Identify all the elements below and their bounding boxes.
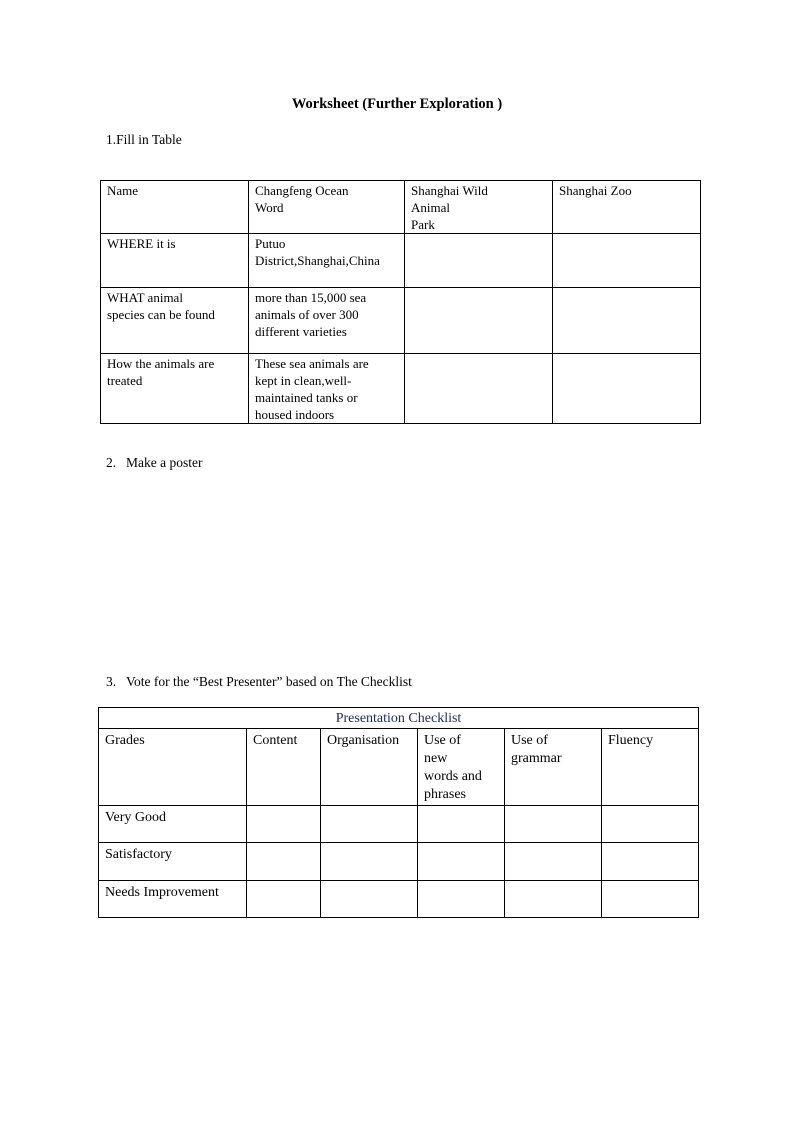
header-cell: Name: [101, 181, 249, 234]
fill-in-table: [100, 180, 701, 424]
poster-area[interactable]: [100, 480, 700, 660]
blank-answer-cell[interactable]: [405, 288, 553, 354]
checklist-caption: Presentation Checklist: [99, 708, 699, 729]
table-row: [101, 354, 701, 424]
presentation-checklist-table: [98, 707, 699, 918]
section-2-number: 2.: [106, 455, 117, 470]
header-cell: Changfeng Ocean Word: [249, 181, 405, 234]
grade-label-cell: Needs Improvement: [99, 881, 247, 918]
section-3-number: 3.: [106, 674, 117, 689]
vote-cell[interactable]: [505, 881, 602, 918]
header-cell: Shanghai Wild Animal Park: [405, 181, 553, 234]
blank-answer-cell[interactable]: [553, 288, 701, 354]
header-cell: Fluency: [602, 729, 699, 806]
row-label-cell: WHERE it is: [101, 234, 249, 288]
vote-cell[interactable]: [602, 806, 699, 843]
worksheet-title: Worksheet (Further Exploration ): [291, 96, 503, 112]
vote-cell[interactable]: [418, 806, 505, 843]
header-cell: Content: [247, 729, 321, 806]
table-row: [99, 843, 699, 881]
blank-answer-cell[interactable]: [405, 354, 553, 424]
row-label-cell: WHAT animal species can be found: [101, 288, 249, 354]
section-3-heading: Vote for the “Best Presenter” based on The Checklist: [126, 674, 412, 689]
grade-label-cell: Satisfactory: [99, 843, 247, 881]
vote-cell[interactable]: [247, 806, 321, 843]
vote-cell[interactable]: [505, 843, 602, 881]
table-row: [101, 288, 701, 354]
section-2-heading: Make a poster: [126, 455, 203, 470]
blank-answer-cell[interactable]: [553, 234, 701, 288]
checklist-header-row: [99, 729, 699, 806]
vote-cell[interactable]: [321, 843, 418, 881]
vote-cell[interactable]: [247, 881, 321, 918]
table-row: [99, 806, 699, 843]
vote-cell[interactable]: [602, 881, 699, 918]
vote-cell[interactable]: [418, 881, 505, 918]
blank-answer-cell[interactable]: [553, 354, 701, 424]
table-cell: These sea animals are kept in clean,well- maintained tanks or housed indoors: [249, 354, 405, 424]
vote-cell[interactable]: [321, 881, 418, 918]
grade-label-cell: Very Good: [99, 806, 247, 843]
row-label-cell: How the animals are treated: [101, 354, 249, 424]
vote-cell[interactable]: [247, 843, 321, 881]
table-cell: Putuo District,Shanghai,China: [249, 234, 405, 288]
checklist-caption-row: [99, 708, 699, 729]
table-row: [101, 234, 701, 288]
table-header-row: [101, 181, 701, 234]
vote-cell[interactable]: [418, 843, 505, 881]
header-cell: Use of new words and phrases: [418, 729, 505, 806]
table-row: [99, 881, 699, 918]
section-1-heading: 1.Fill in Table: [106, 132, 182, 147]
table-cell: more than 15,000 sea animals of over 300 different varieties: [249, 288, 405, 354]
header-cell: Use of grammar: [505, 729, 602, 806]
vote-cell[interactable]: [505, 806, 602, 843]
header-cell: Shanghai Zoo: [553, 181, 701, 234]
vote-cell[interactable]: [321, 806, 418, 843]
header-cell: Grades: [99, 729, 247, 806]
blank-answer-cell[interactable]: [405, 234, 553, 288]
header-cell: Organisation: [321, 729, 418, 806]
vote-cell[interactable]: [602, 843, 699, 881]
